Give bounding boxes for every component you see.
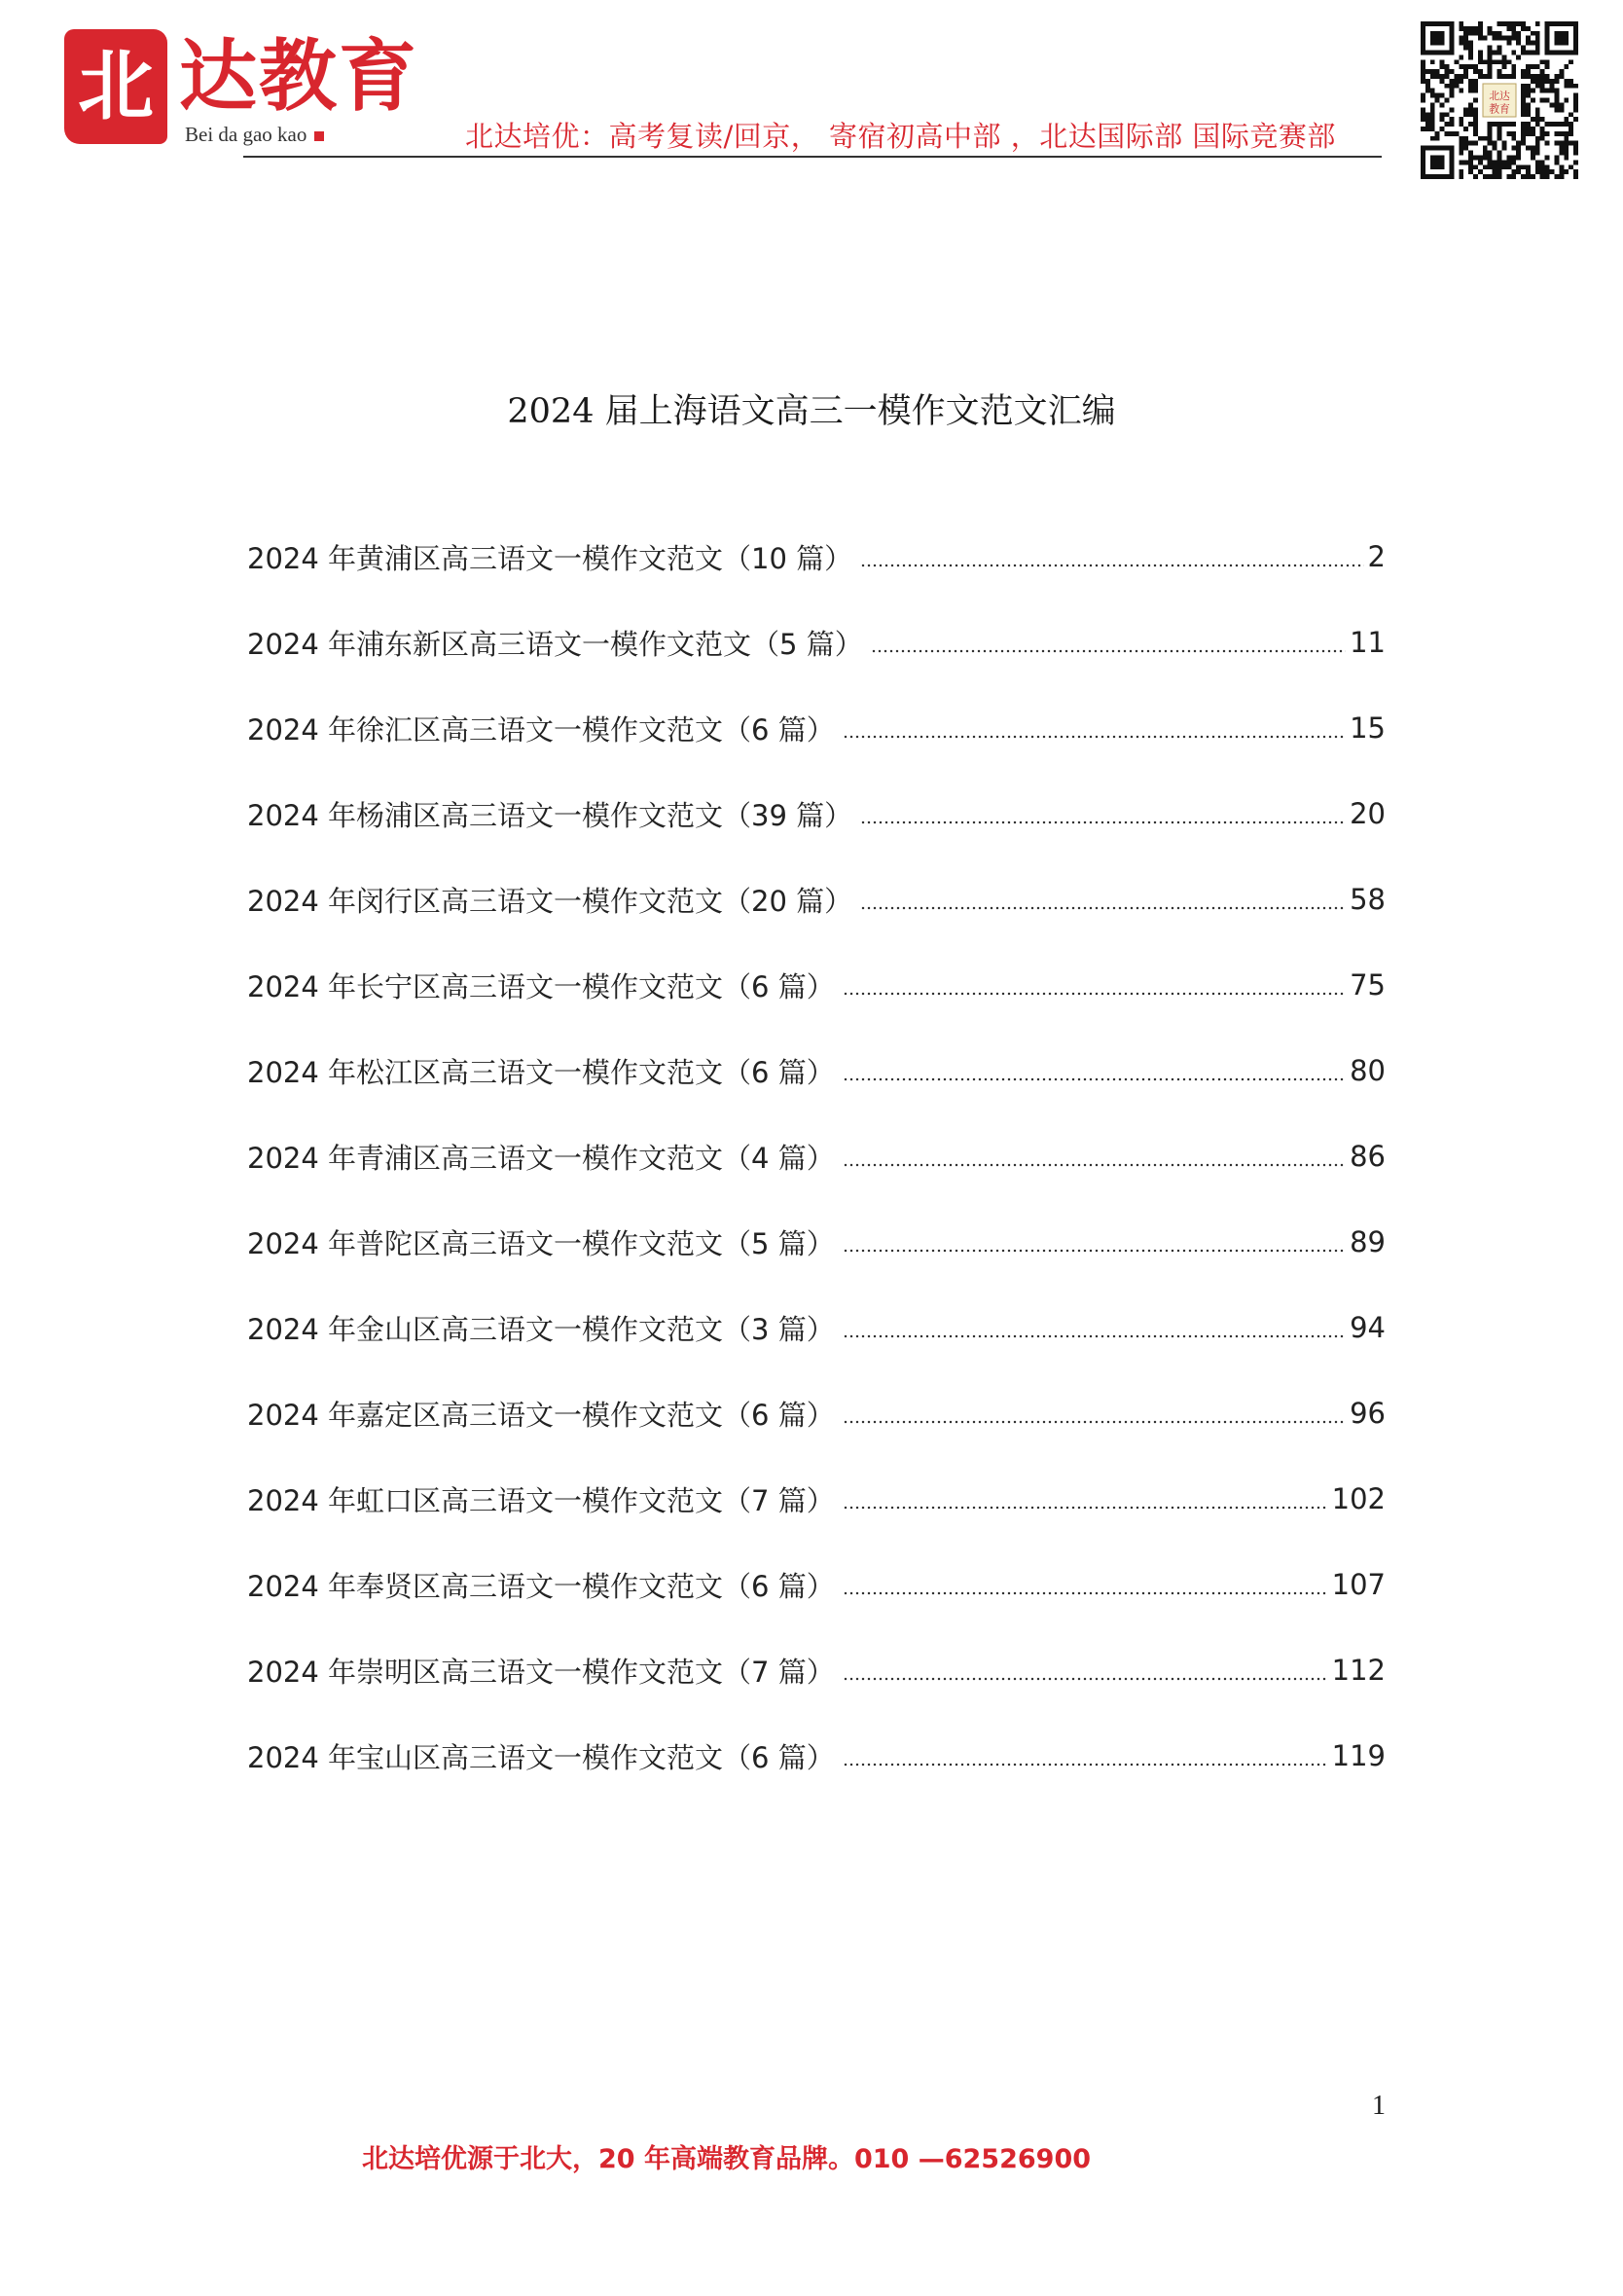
toc-entry-label: 2024 年崇明区高三语文一模作文范文（7 篇）	[247, 1655, 835, 1689]
logo-text: 达教育	[179, 30, 418, 122]
toc-entry-page: 15	[1350, 711, 1386, 745]
toc-entry-page: 58	[1350, 883, 1386, 916]
toc-entry[interactable]	[247, 685, 1386, 771]
qr-center-label: 北达	[1489, 90, 1510, 103]
footer-slogan: 北达培优源于北大，20 年高端教育品牌。010 —62526900	[362, 2144, 1092, 2174]
toc-entry-label: 2024 年徐汇区高三语文一模作文范文（6 篇）	[247, 712, 835, 747]
header-divider	[243, 156, 1382, 158]
toc-leader-dots	[843, 1676, 1328, 1682]
logo-subtitle	[185, 123, 324, 147]
toc-entry[interactable]	[247, 771, 1386, 856]
toc-entry-page: 119	[1331, 1739, 1386, 1772]
toc-entry-page: 102	[1331, 1482, 1386, 1515]
toc-entry-label: 2024 年宝山区高三语文一模作文范文（6 篇）	[247, 1740, 835, 1774]
toc-entry-page: 107	[1331, 1568, 1386, 1601]
toc-entry-page: 86	[1350, 1140, 1386, 1173]
toc-entry[interactable]	[247, 1456, 1386, 1542]
toc-entry-page: 94	[1350, 1311, 1386, 1344]
toc-entry-page: 2	[1367, 540, 1386, 573]
toc-entry-page: 80	[1350, 1054, 1386, 1087]
qr-center-label: 教育	[1489, 102, 1510, 116]
toc-entry[interactable]	[247, 1285, 1386, 1370]
toc-entry[interactable]	[247, 1028, 1386, 1113]
toc-entry[interactable]	[247, 514, 1386, 600]
toc-entry-label: 2024 年嘉定区高三语文一模作文范文（6 篇）	[247, 1398, 835, 1432]
toc-entry[interactable]	[247, 942, 1386, 1028]
toc-leader-dots	[843, 1076, 1346, 1082]
toc-leader-dots	[860, 563, 1363, 568]
toc-entry[interactable]	[247, 1713, 1386, 1799]
toc-leader-dots	[843, 734, 1346, 740]
toc-entry-label: 2024 年奉贤区高三语文一模作文范文（6 篇）	[247, 1569, 835, 1603]
toc-entry-label: 2024 年长宁区高三语文一模作文范文（6 篇）	[247, 969, 835, 1003]
toc-entry[interactable]	[247, 1113, 1386, 1199]
toc-entry[interactable]	[247, 1199, 1386, 1285]
toc-entry-label: 2024 年浦东新区高三语文一模作文范文（5 篇）	[247, 627, 863, 661]
toc-leader-dots	[843, 1762, 1328, 1768]
toc-entry-page: 20	[1350, 797, 1386, 830]
logo-square-icon	[314, 131, 324, 141]
toc-leader-dots	[843, 1590, 1328, 1596]
document-title: 2024 届上海语文高三一模作文范文汇编	[507, 392, 1116, 431]
toc-entry-page: 75	[1350, 968, 1386, 1002]
toc-leader-dots	[843, 1505, 1328, 1511]
toc-entry[interactable]	[247, 600, 1386, 685]
logo-seal: 北	[64, 29, 167, 144]
toc-entry-label: 2024 年松江区高三语文一模作文范文（6 篇）	[247, 1055, 835, 1089]
brand-logo	[64, 27, 473, 148]
toc-entry-page: 89	[1350, 1225, 1386, 1258]
toc-entry-page: 96	[1350, 1397, 1386, 1430]
toc-entry[interactable]	[247, 1542, 1386, 1627]
toc-entry-label: 2024 年虹口区高三语文一模作文范文（7 篇）	[247, 1483, 835, 1517]
toc-leader-dots	[843, 1162, 1346, 1168]
toc-entry-page: 11	[1350, 626, 1386, 659]
logo-subtitle-text: Bei da gao kao	[185, 123, 307, 146]
toc-leader-dots	[843, 1248, 1346, 1254]
toc-leader-dots	[860, 820, 1346, 825]
toc-entry[interactable]	[247, 1627, 1386, 1713]
toc-entry-label: 2024 年金山区高三语文一模作文范文（3 篇）	[247, 1312, 835, 1346]
toc-entry[interactable]	[247, 856, 1386, 942]
page-number: 1	[1372, 2091, 1386, 2121]
toc-leader-dots	[843, 1333, 1346, 1339]
toc-entry-page: 112	[1331, 1654, 1386, 1687]
toc-entry-label: 2024 年普陀区高三语文一模作文范文（5 篇）	[247, 1226, 835, 1260]
toc-entry[interactable]	[247, 1370, 1386, 1456]
qr-code-icon	[1421, 21, 1578, 179]
toc-leader-dots	[860, 905, 1346, 911]
toc-entry-label: 2024 年黄浦区高三语文一模作文范文（10 篇）	[247, 541, 853, 575]
toc-leader-dots	[843, 1419, 1346, 1425]
toc-entry-label: 2024 年杨浦区高三语文一模作文范文（39 篇）	[247, 798, 853, 832]
table-of-contents	[247, 514, 1386, 1799]
header-slogan: 北达培优：高考复读/回京， 寄宿初高中部 ，北达国际部 国际竞赛部	[465, 120, 1336, 153]
toc-entry-label: 2024 年青浦区高三语文一模作文范文（4 篇）	[247, 1141, 835, 1175]
toc-leader-dots	[871, 648, 1346, 654]
toc-entry-label: 2024 年闵行区高三语文一模作文范文（20 篇）	[247, 884, 853, 918]
toc-leader-dots	[843, 991, 1346, 997]
